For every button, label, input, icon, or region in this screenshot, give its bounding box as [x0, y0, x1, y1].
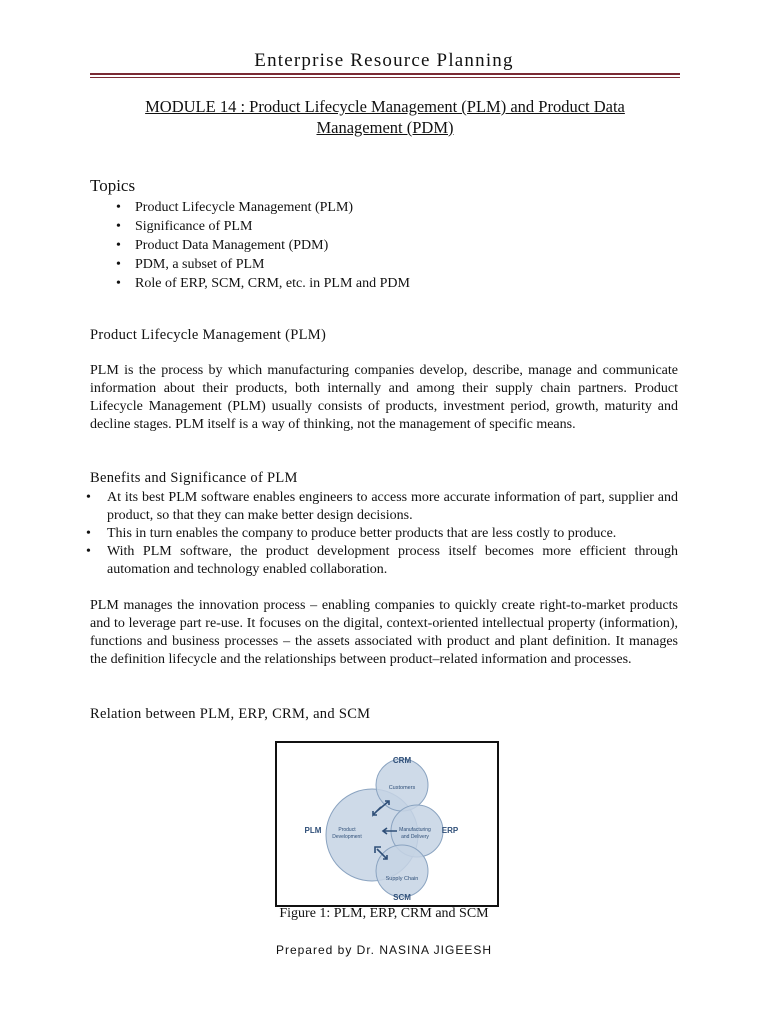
product-development-label-line-1: Product [338, 827, 356, 833]
topics-list [116, 198, 410, 293]
module-title [95, 96, 675, 138]
header-rule-thin [90, 77, 680, 78]
list-item: • This in turn enables the company to produce better products that are less costly to produce. [86, 525, 678, 543]
list-item: • Role of ERP, SCM, CRM, etc. in PLM and PDM [116, 274, 410, 293]
erp-label: ERP [441, 826, 459, 835]
list-item: • With PLM software, the product development process itself becomes more efficient through automation and technology enabled collaboration. [86, 543, 678, 579]
list-item: • Product Lifecycle Management (PLM) [116, 198, 410, 217]
venn-diagram [277, 743, 497, 905]
manufacturing-delivery-label-line-2: and Delivery [401, 834, 429, 840]
document-header-title: Enterprise Resource Planning [254, 50, 514, 71]
benefits-list [86, 489, 678, 579]
innovation-paragraph: PLM manages the innovation process – enabling companies to quickly create right-to-market products and to leverage part re-use. It focuses on the digital, context-oriented intellectual property (information), functions and business processes – the assets associated with product and plant definition. It manages the definition lifecycle and the relationships between product–related information and processes. [90, 598, 678, 667]
plm-label: PLM [304, 826, 322, 835]
list-item: • Product Data Management (PDM) [116, 236, 410, 255]
list-item: • At its best PLM software enables engineers to access more accurate information of part, supplier and product, so that they can make better design decisions. [86, 489, 678, 525]
module-title-line-1: MODULE 14 : Product Lifecycle Management (PLM) and Product Data [145, 97, 625, 116]
supply-chain-label: Supply Chain [385, 876, 419, 882]
crm-label: CRM [392, 756, 412, 765]
customers-label: Customers [388, 785, 416, 791]
list-item: • PDM, a subset of PLM [116, 255, 410, 274]
plm-erp-crm-scm-figure [275, 741, 499, 907]
plm-paragraph: PLM is the process by which manufacturing companies develop, describe, manage and communicate information about their products, both internally and among their supply chain partners. Product Lifecycle Management (PLM) usually consists of products, investment period, growth, maturity and decline stages. PLM itself is a way of thinking, not the management of specific means. [90, 363, 678, 432]
relation-heading: Relation between PLM, ERP, CRM, and SCM [90, 706, 371, 722]
topics-heading: Topics [90, 176, 136, 195]
scm-label: SCM [393, 893, 411, 902]
plm-section-heading: Product Lifecycle Management (PLM) [90, 327, 327, 343]
list-item: • Significance of PLM [116, 217, 410, 236]
header-rule [90, 73, 680, 75]
figure-caption: Figure 1: PLM, ERP, CRM and SCM [279, 906, 489, 921]
product-development-label-line-2: Development [332, 834, 362, 840]
benefits-heading: Benefits and Significance of PLM [90, 470, 298, 486]
module-title-line-2: Management (PDM) [316, 118, 454, 137]
manufacturing-delivery-label-line-1: Manufacturing [399, 827, 431, 833]
footer-author: Prepared by Dr. NASINA JIGEESH [275, 943, 493, 957]
scm-circle [376, 845, 428, 897]
